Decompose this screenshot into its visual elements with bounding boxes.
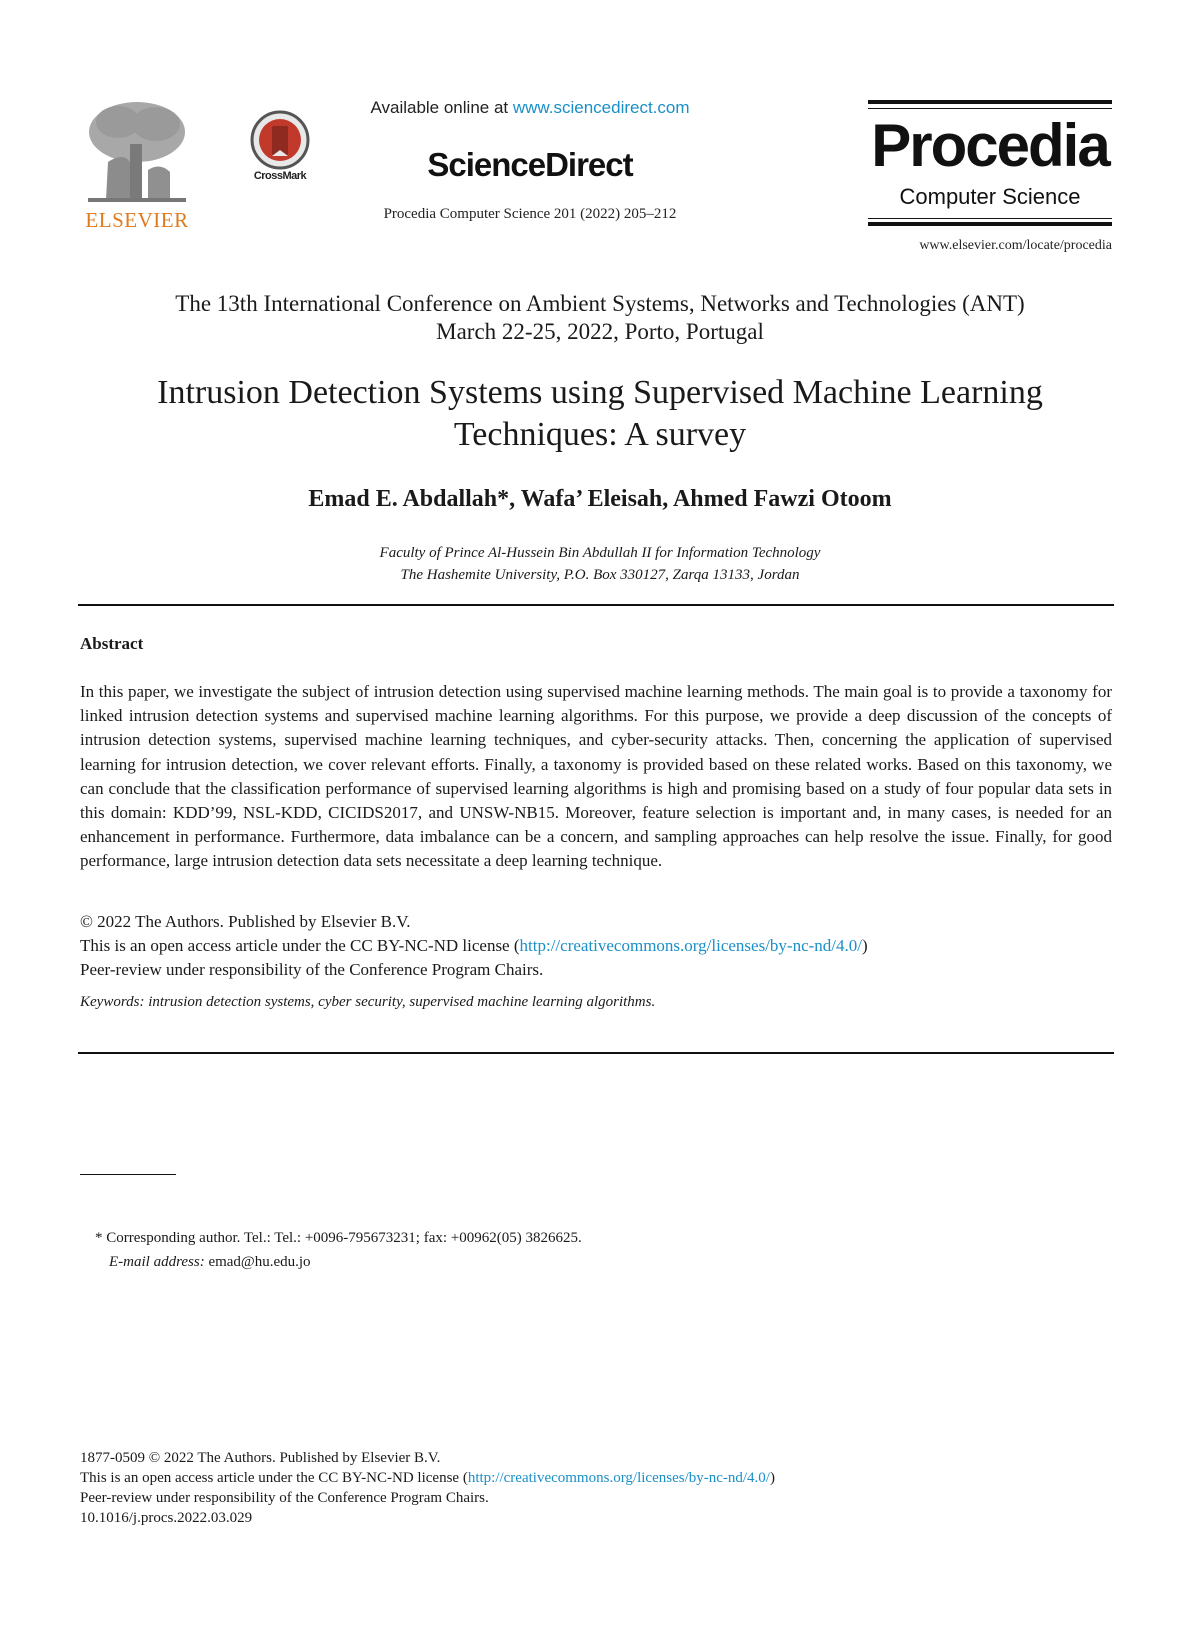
conference-date-place: March 22-25, 2022, Porto, Portugal <box>436 319 764 344</box>
paper-title-line2: Techniques: A survey <box>453 416 747 453</box>
crossmark-label: CrossMark <box>253 170 307 182</box>
journal-citation: Procedia Computer Science 201 (2022) 205–212 <box>383 206 677 222</box>
footer-doi[interactable]: 10.1016/j.procs.2022.03.029 <box>80 1510 253 1526</box>
peer-review-line: Peer-review under responsibility of the Conference Program Chairs. <box>80 960 544 979</box>
available-prefix: Available online at <box>370 98 513 117</box>
journal-url[interactable]: www.elsevier.com/locate/procedia <box>919 238 1112 253</box>
keywords-label: Keywords: <box>80 994 145 1010</box>
abstract-body: In this paper, we investigate the subject of intrusion detection using supervised machine learning methods. The main goal is to provide a taxonomy for linked intrusion detection systems and supervised machine learning algorithms. For this purpose, we provide a deep discussion of the concepts of intrusion detection systems, supervised machine learning techniques, and cyber-security attacks. Then, concerning the application of supervised learning for intrusion detection, we cover relevant efforts. Finally, a taxonomy is provided based on these related works. Based on this taxonomy, we can conclude that the classification performance of supervised learning algorithms is high and promising based on a study of four popular data sets in this domain: KDD’99, NSL-KDD, CICIDS2017, and UNSW-NB15. Moreover, feature selection is important and, in many cases, is needed for an enhancement in performance. Furthermore, data imbalance can be a concern, and sampling approaches can help resolve the issue. Finally, for good performance, large intrusion detection data sets necessitate a deep learning technique. <box>80 682 1112 871</box>
corresponding-author: * Corresponding author. Tel.: Tel.: +0096-795673231; fax: +00962(05) 3826625. <box>95 1230 582 1246</box>
license-suffix: ) <box>861 936 868 955</box>
footer-license-suffix: ) <box>769 1470 775 1486</box>
affiliation-line2: The Hashemite University, P.O. Box 330127, Zarqa 13133, Jordan <box>400 567 800 583</box>
procedia-bottom-rule-thick <box>868 222 1112 226</box>
license-link[interactable]: http://creativecommons.org/licenses/by-nc-nd/4.0/ <box>519 936 862 955</box>
paper-authors: Emad E. Abdallah*, Wafa’ Eleisah, Ahmed Fawzi Otoom <box>308 486 892 512</box>
procedia-top-rule-thin <box>868 108 1112 109</box>
affiliation-line1: Faculty of Prince Al-Hussein Bin Abdullah II for Information Technology <box>379 545 821 561</box>
conference-info <box>60 290 1140 346</box>
sciencedirect-link[interactable]: www.sciencedirect.com <box>512 98 690 117</box>
conference-name: The 13th International Conference on Ambient Systems, Networks and Technologies (ANT) <box>175 291 1025 316</box>
email-address[interactable]: emad@hu.edu.jo <box>204 1254 311 1270</box>
footer-license <box>80 1468 775 1488</box>
abstract-heading: Abstract <box>80 634 144 653</box>
keywords-list: intrusion detection systems, cyber security, supervised machine learning algorithms. <box>144 994 656 1010</box>
crossmark-logo[interactable] <box>244 108 316 188</box>
paper-title-line1: Intrusion Detection Systems using Supervised Machine Learning <box>157 374 1043 411</box>
license-line <box>80 934 1112 958</box>
elsevier-wordmark: ELSEVIER <box>85 208 189 232</box>
footer-license-prefix: This is an open access article under the CC BY-NC-ND license ( <box>80 1470 468 1486</box>
page-footer <box>80 1448 775 1528</box>
paper-title <box>60 372 1140 456</box>
procedia-title: Procedia <box>871 112 1109 179</box>
copyright-line: © 2022 The Authors. Published by Elsevier B.V. <box>80 912 411 931</box>
footnote-rule <box>80 1174 176 1175</box>
email-label: E-mail address: <box>109 1254 205 1270</box>
procedia-bottom-rule-thin <box>868 218 1112 219</box>
license-prefix: This is an open access article under the CC BY-NC-ND license ( <box>80 936 520 955</box>
footer-license-link[interactable]: http://creativecommons.org/licenses/by-nc-nd/4.0/ <box>467 1470 770 1486</box>
available-online-line <box>340 98 720 118</box>
footnote <box>95 1226 582 1274</box>
footer-issn: 1877-0509 © 2022 The Authors. Published by Elsevier B.V. <box>80 1450 441 1466</box>
footer-peer-review: Peer-review under responsibility of the Conference Program Chairs. <box>80 1490 489 1506</box>
procedia-top-rule-thick <box>868 100 1112 104</box>
abstract-top-rule <box>78 604 1114 606</box>
email-line <box>95 1250 582 1274</box>
procedia-subtitle: Computer Science <box>899 184 1081 209</box>
affiliation <box>60 542 1140 586</box>
license-block <box>80 910 1112 982</box>
abstract-bottom-rule <box>78 1052 1114 1054</box>
keywords-line <box>80 994 1112 1011</box>
sciencedirect-brand: ScienceDirect <box>427 146 633 183</box>
